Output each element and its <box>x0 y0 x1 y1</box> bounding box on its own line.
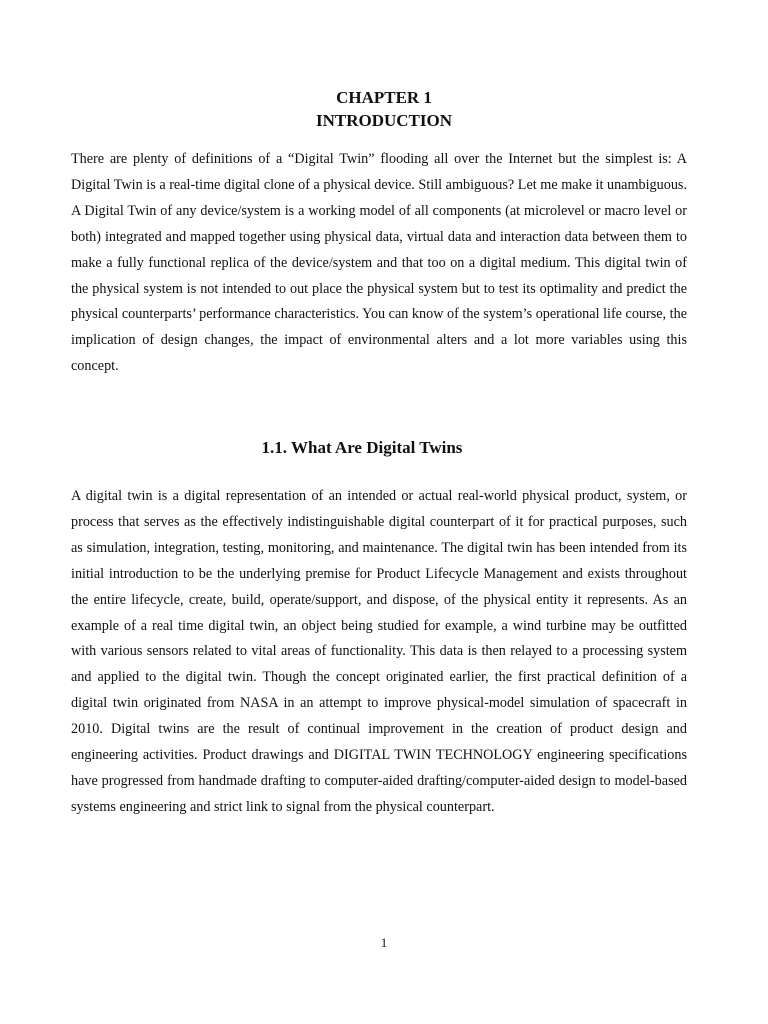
chapter-title: INTRODUCTION <box>315 111 453 130</box>
section-paragraph: A digital twin is a digital representation of an intended or actual real-world physical product, system, or process that serves as the effectively indistinguishable digital counterpart of it for practical purposes, such as simulation, integration, testing, monitoring, and maintenance. The digital twin has been intended from its initial introduction to be the underlying premise for Product Lifecycle Management and exists throughout the entire lifecycle, create, build, operate/support, and dispose, of the physical entity it represents. As an example of a real time digital twin, an object being studied for example, a wind turbine may be outfitted with various sensors related to vital areas of functionality. This data is then relayed to a processing system and applied to the digital twin. Though the concept originated earlier, the first practical definition of a digital twin originated from NASA in an attempt to improve physical-model simulation of spacecraft in 2010. Digital twins are the result of continual improvement in the creation of product design and engineering activities. Product drawings and DIGITAL TWIN TECHNOLOGY engineering specifications have progressed from handmade drafting to computer-aided drafting/computer-aided design to model-based systems engineering and strict link to signal from the physical counterpart. <box>71 488 687 815</box>
section-heading: 1.1. What Are Digital Twins <box>261 438 463 457</box>
chapter-number: CHAPTER 1 <box>336 88 432 107</box>
intro-paragraph: There are plenty of definitions of a “Digital Twin” flooding all over the Internet but the simplest is: A Digital Twin is a real-time digital clone of a physical device. Still ambiguous? Let me make it unambiguous. A Digital Twin of any device/system is a working model of all components (at microlevel or macro level or both) integrated and mapped together using physical data, virtual data and interaction data between them to make a fully functional replica of the device/system and that too on a digital medium. This digital twin of the physical system is not intended to out place the physical system but to test its optimality and predict the physical counterparts’ performance characteristics. You can know of the system’s operational life course, the implication of design changes, the impact of environmental alters and a lot more variables using this concept. <box>71 151 687 375</box>
page-number: 1 <box>380 935 388 950</box>
